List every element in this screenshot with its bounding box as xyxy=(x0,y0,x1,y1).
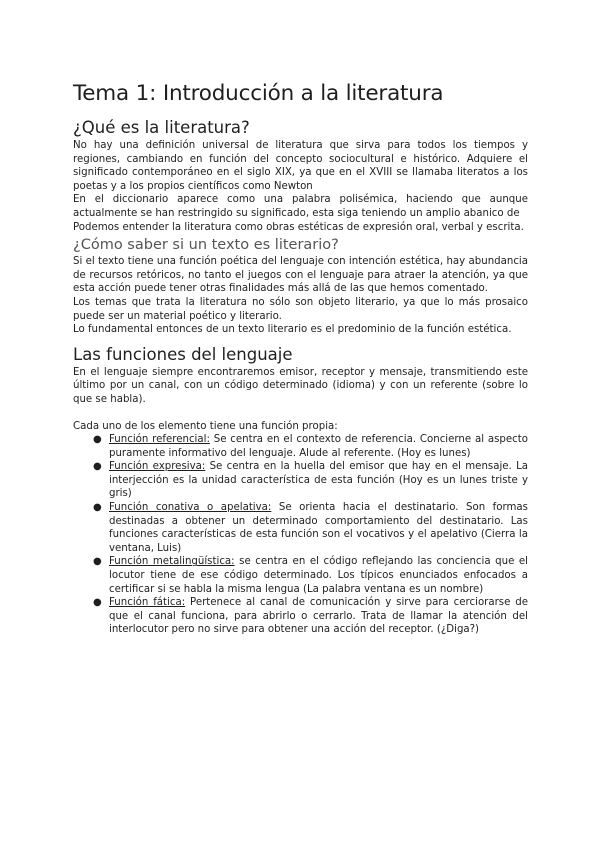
subsection-heading: ¿Cómo saber si un texto es literario? xyxy=(73,237,339,254)
function-term: Función fática: xyxy=(109,597,186,609)
function-description: Se orienta hacia el destinatario. Son formas destinadas a obtener un determinado comportamiento del destinatario. Las funciones características de esta función son el vocativos y el apelativo (Cierra la ventana, Luis) xyxy=(109,502,528,554)
bullet-icon: ● xyxy=(93,461,102,473)
function-term: Función expresiva: xyxy=(109,461,206,473)
spacer xyxy=(73,407,528,420)
document-page xyxy=(73,80,528,637)
paragraph: En el diccionario aparece como una palabra polisémica, haciendo que aunque actualmente se han restringido su significado, esta siga teniendo un amplio abanico de xyxy=(73,194,528,219)
paragraph: Los temas que trata la literatura no sólo son objeto literario, ya que lo más prosaico puede ser un material poético y literario. xyxy=(73,296,528,322)
bullet-icon: ● xyxy=(93,434,102,446)
functions-list xyxy=(73,433,528,637)
list-item xyxy=(93,555,528,596)
section-heading: Las funciones del lenguaje xyxy=(73,344,293,364)
paragraph: Podemos entender la literatura como obras estéticas de expresión oral, verbal y escrita. xyxy=(73,221,524,233)
function-description: Se centra en el contexto de referencia. Concierne al aspecto puramente informativo del lenguaje. Alude al referente. (Hoy es lunes) xyxy=(109,434,528,459)
list-item xyxy=(93,596,528,637)
function-description: Pertenece al canal de comunicación y sirve para cerciorarse de que el canal funciona, para abrirlo o cerrarlo. Trata de llamar la atención del interlocutor pero no sirve para obtener una acción del receptor. (¿Diga?) xyxy=(109,597,528,636)
function-term: Función referencial: xyxy=(109,434,210,446)
paragraph: Lo fundamental entonces de un texto literario es el predominio de la función estética. xyxy=(73,324,512,336)
list-item xyxy=(93,501,528,555)
function-term: Función conativa o apelativa: xyxy=(109,502,272,514)
page-title: Tema 1: Introducción a la literatura xyxy=(73,81,444,106)
paragraph: Cada uno de los elemento tiene una función propia: xyxy=(73,420,338,432)
bullet-icon: ● xyxy=(93,597,102,609)
list-item xyxy=(93,433,528,460)
section-heading: ¿Qué es la literatura? xyxy=(73,118,250,137)
paragraph: No hay una definición universal de literatura que sirva para todos los tiempos y regiones, cambiando en función del concepto sociocultural e histórico. Adquiere el significado contemporáneo en el siglo XIX, ya que en el XVIII se llamaba literatos a los poetas y a los propios científicos como Newton xyxy=(73,140,528,192)
paragraph: En el lenguaje siempre encontraremos emisor, receptor y mensaje, transmitiendo este último por un canal, con un código determinado (idioma) y con un referente (sobre lo que se habla). xyxy=(73,366,528,405)
bullet-icon: ● xyxy=(93,556,102,568)
bullet-icon: ● xyxy=(93,502,102,514)
section-language-functions xyxy=(73,345,528,637)
paragraph: Si el texto tiene una función poética del lenguaje con intención estética, hay abundancia de recursos retóricos, no tanto el juegos con el lenguaje para atraer la atención, ya que esta acción puede tener otras finalidades más allá de las que hemos comentado. xyxy=(73,256,528,295)
section-what-is-literature xyxy=(73,118,528,337)
function-term: Función metalingüística: xyxy=(109,556,235,568)
function-description: Se centra en la huella del emisor que hay en el mensaje. La interjección es la unidad característica de esta función (Hoy es un lunes triste y gris) xyxy=(109,461,529,500)
function-description: se centra en el código reflejando las conciencia que el locutor tiene de ese código determinado. Los típicos enunciados enfocados a certificar si se habla la misma lengua (La palabra ventana es un nombre) xyxy=(109,556,528,595)
list-item xyxy=(93,460,529,501)
